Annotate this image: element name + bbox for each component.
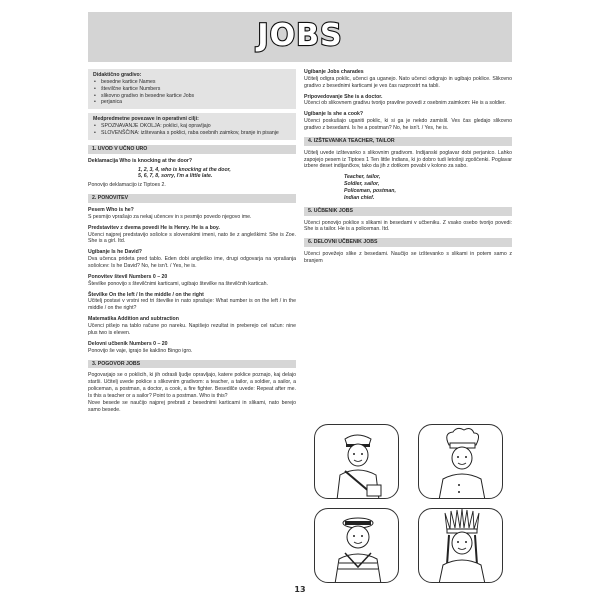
postman-card: [314, 424, 399, 499]
subheading: Ugibanje Is she a cook?: [304, 111, 364, 118]
paragraph: Učitelj odigra poklic, učenci ga uganejo. Nato učenci odigrajo in ugibajo poklice. Slikovno gradivo z besednimi karticami je ves čas razprostrt na tabli.: [304, 75, 512, 89]
section-heading: 2. PONOVITEV: [88, 194, 296, 203]
paragraph: Učenci ob slikovnem gradivu tvorijo pravilne povedi z osebnim zaimkom: He is a soldier.: [304, 100, 506, 107]
title-banner: [88, 12, 512, 62]
poem-line: Teacher, tailor,: [344, 174, 381, 181]
paragraph: Ponovijo deklamacijo iz Tiptoes 2.: [88, 182, 166, 189]
page-number: 13: [294, 585, 306, 594]
list-item: • SPOZNAVANJE OKOLJA: poklici, kaj opravljajo: [101, 123, 291, 130]
materials-title: Didaktično gradivo:: [93, 72, 142, 78]
postman-illustration: [315, 425, 399, 499]
paragraph: Učenci najprej predstavijo sošolce s slovenskimi imeni, nato še z angleškimi: She is Zoe. She is a girl. Itd.: [88, 231, 296, 245]
subheading: Matematika Addition and subtraction: [88, 316, 179, 323]
section-heading: 5. UČBENIK JOBS: [304, 207, 512, 216]
illustrations-grid: [314, 424, 504, 584]
subheading: Ugibanje Is he David?: [88, 249, 142, 256]
paragraph: Učitelj postavi v vrstni red tri številke in nato sprašuje: What number is on the left / in the middle / on the right?: [88, 298, 296, 312]
cook-illustration: [419, 425, 503, 499]
subheading: Ponovitev števil Numbers 0 – 20: [88, 273, 168, 280]
subheading: Številke On the left / In the middle / on the right: [88, 291, 204, 298]
section-heading: 6. DELOVNI UČBENIK JOBS: [304, 238, 512, 247]
paragraph: Pogovarjajo se o poklicih, ki jih odrasli ljudje opravljajo, katere poklice poznajo, kaj delajo starši. Učitelj uvede poklice s slikovnim gradivom: a teacher, a tailor, a soldier, a sailor, a policeman, a postman, a doctor, a cook, a fire fighter. Besedilče uvede: Repeat after me. Is this a teacher or a sailor? Point to a postman. Who is this?: [88, 372, 296, 399]
poem-line: Policeman, postman,: [344, 188, 396, 195]
paragraph: Učenci pišejo na tablo račune po nareku. Napišejo rezultat in preberejo cel račun: nine plus two is eleven.: [88, 323, 296, 336]
subheading: Delovni učbenik Numbers 0 – 20: [88, 340, 168, 347]
section-heading: 1. UVOD V UČNO URO: [88, 145, 296, 154]
paragraph: Učitelj uvede izštevanko s slikovnim gradivom. Indijanski poglavar dobi perjanico. Lahko zapojejo pesem iz Tiptoes 1 Ten little Indians, ki jo dobro tudi letošnji zgoščenki. Poglavar izbere deset indijančkov, tako da jih z dotikom povabi v kolono za sabo.: [304, 149, 512, 170]
poem-line: Soldier, sailor,: [344, 181, 380, 188]
materials-box: [88, 69, 296, 109]
list-item: • besedne kartice Names: [101, 79, 291, 86]
rhyme-line: 5, 6, 7, 8, sorry, I'm a little late.: [138, 173, 213, 180]
page-title: JOBS: [257, 18, 343, 53]
list-item: • perjanica: [101, 99, 291, 106]
sailor-illustration: [315, 509, 399, 583]
subheading: Pesem Who is he?: [88, 207, 134, 214]
list-item: • slikovno gradivo in besedne kartice Jobs: [101, 93, 291, 100]
rhyme: [88, 167, 296, 181]
cook-card: [418, 424, 503, 499]
subheading: Pripovedovanje She is a doctor.: [304, 93, 383, 100]
paragraph: S pesmijo vprašajo za nekaj učencev in s pesmijo povedo njegovo ime.: [88, 213, 252, 220]
paragraph: Nove besede se naučijo najprej prebrati z besednimi karticami in slikami, nato berejo samo besede.: [88, 399, 296, 413]
indian-chief-illustration: [419, 509, 503, 583]
indian-chief-card: [418, 508, 503, 583]
paragraph: Ponovijo še vaje, igrajo še kakšno Bingo igro.: [88, 347, 193, 354]
paragraph: Številke ponovijo s številčnimi karticami, ugibajo številke na številčnih karticah.: [88, 280, 268, 287]
goals-box: [88, 113, 296, 140]
materials-list: [93, 79, 291, 106]
paragraph: Učenci poskušajo uganiti poklic, ki si ga je nekdo zamislil. Ves čas gledajo slikovno gradivo z besedami. Is he a postman? No, he isn't. / Yes, he is.: [304, 118, 512, 132]
section-heading: 4. IZŠTEVANKA TEACHER, TAILOR: [304, 137, 512, 146]
rhyme-line: 1, 2, 3, 4, who is knocking at the door,: [138, 166, 231, 173]
right-column: [304, 69, 512, 265]
list-item: • številčne kartice Numbers: [101, 86, 291, 93]
goals-list: [93, 123, 291, 137]
sailor-card: [314, 508, 399, 583]
goals-title: Medpredmetne povezave in operativni cilji:: [93, 116, 199, 123]
subheading: Deklamacija Who is knocking at the door?: [88, 157, 193, 164]
section-heading: 3. POGOVOR JOBS: [88, 360, 296, 369]
paragraph: Učenci povežejo slike z besedami. Naučijo se izštevanko s slikami in potem samo z branjem: [304, 251, 512, 265]
paragraph: Dva učenca prideta pred tablo. Eden dobi angleško ime, drugi odgovarja na vprašanja sošolcev: Is he David? No, he isn't. / Yes, he is.: [88, 256, 296, 270]
list-item: • SLOVENŠČINA: izštevanka s poklici, raba osebnih zaimkov, branje in pisanje: [101, 130, 291, 137]
left-column: [88, 69, 296, 414]
subheading: Predstavitev z dvema povedi He is Henry. He is a boy.: [88, 224, 220, 231]
subheading: Ugibanje Jobs charades: [304, 69, 364, 75]
paragraph: Učenci ponovijo poklice s slikami in besedami v učbeniku. Z vsako osebo tvorijo povedi: She is a tailor. He is a policeman. Itd.: [304, 219, 512, 233]
poem: [304, 174, 512, 201]
poem-line: Indian chief.: [344, 194, 375, 201]
